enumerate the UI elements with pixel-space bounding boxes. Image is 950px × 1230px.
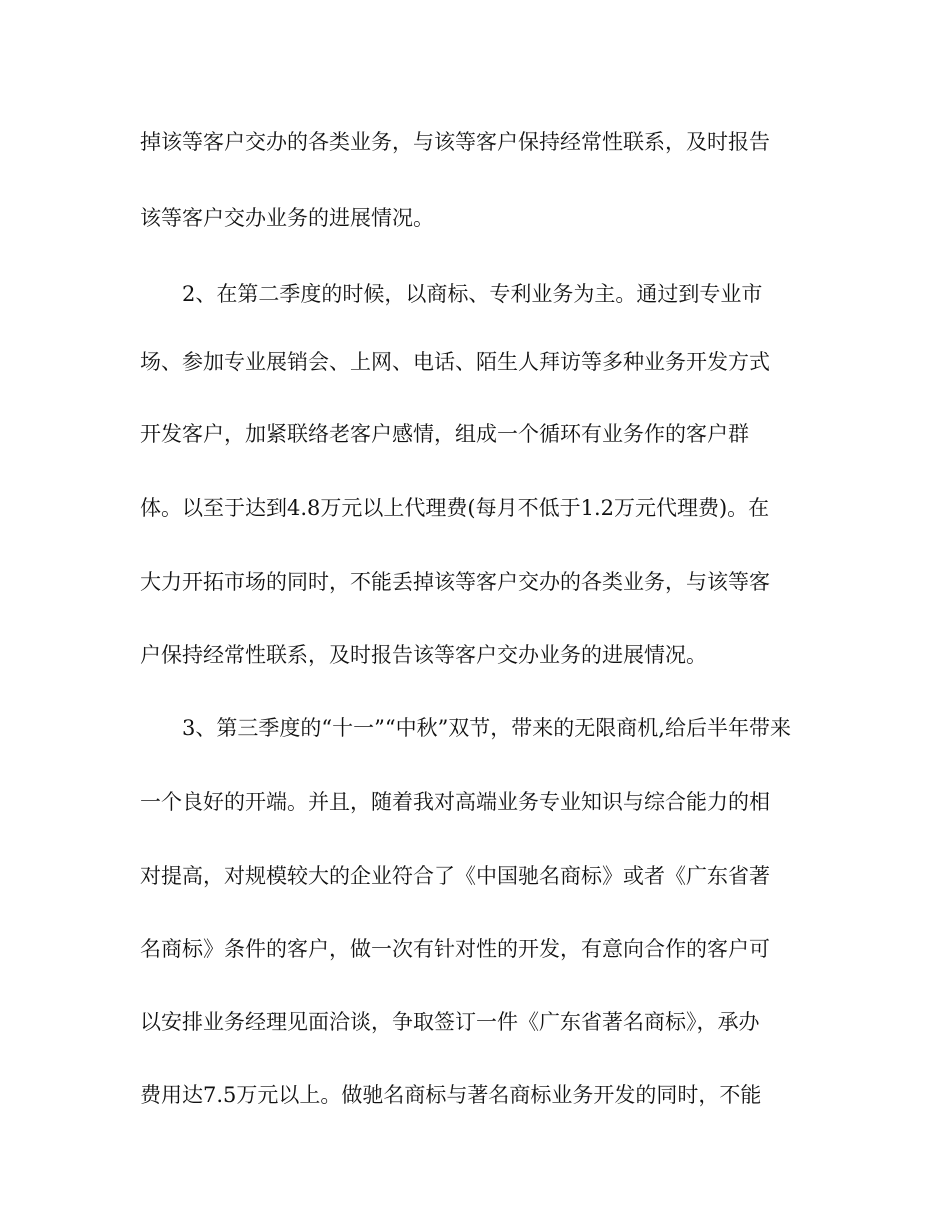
text-line: 费用达7.5万元以上。做驰名商标与著名商标业务开发的同时，不能 (140, 1083, 762, 1107)
text-line: 户保持经常性联系，及时报告该等客户交办业务的进展情况。 (140, 643, 707, 667)
text-line: 体。以至于达到4.8万元以上代理费(每月不低于1.2万元代理费)。在 (140, 496, 770, 520)
text-line: 场、参加专业展销会、上网、电话、陌生人拜访等多种业务开发方式 (140, 350, 770, 374)
text-line: 对提高，对规模较大的企业符合了《中国驰名商标》或者《广东省著 (140, 864, 770, 888)
text-line: 开发客户，加紧联络老客户感情，组成一个循环有业务作的客户群 (140, 422, 749, 446)
text-line: 名商标》条件的客户，做一次有针对性的开发，有意向合作的客户可 (140, 937, 770, 961)
text-line: 大力开拓市场的同时，不能丢掉该等客户交办的各类业务，与该等客 (140, 570, 770, 594)
text-line: 掉该等客户交办的各类业务，与该等客户保持经常性联系，及时报告 (140, 130, 770, 154)
text-line: 一个良好的开端。并且，随着我对高端业务专业知识与综合能力的相 (140, 790, 770, 814)
text-line: 该等客户交办业务的进展情况。 (140, 206, 434, 230)
text-line: 2、在第二季度的时候，以商标、专利业务为主。通过到专业市 (182, 282, 763, 306)
text-line: 3、第三季度的“十一”“中秋”双节，带来的无限商机,给后半年带来 (182, 716, 791, 740)
text-line: 以安排业务经理见面洽谈，争取签订一件《广东省著名商标》，承办 (140, 1010, 760, 1034)
